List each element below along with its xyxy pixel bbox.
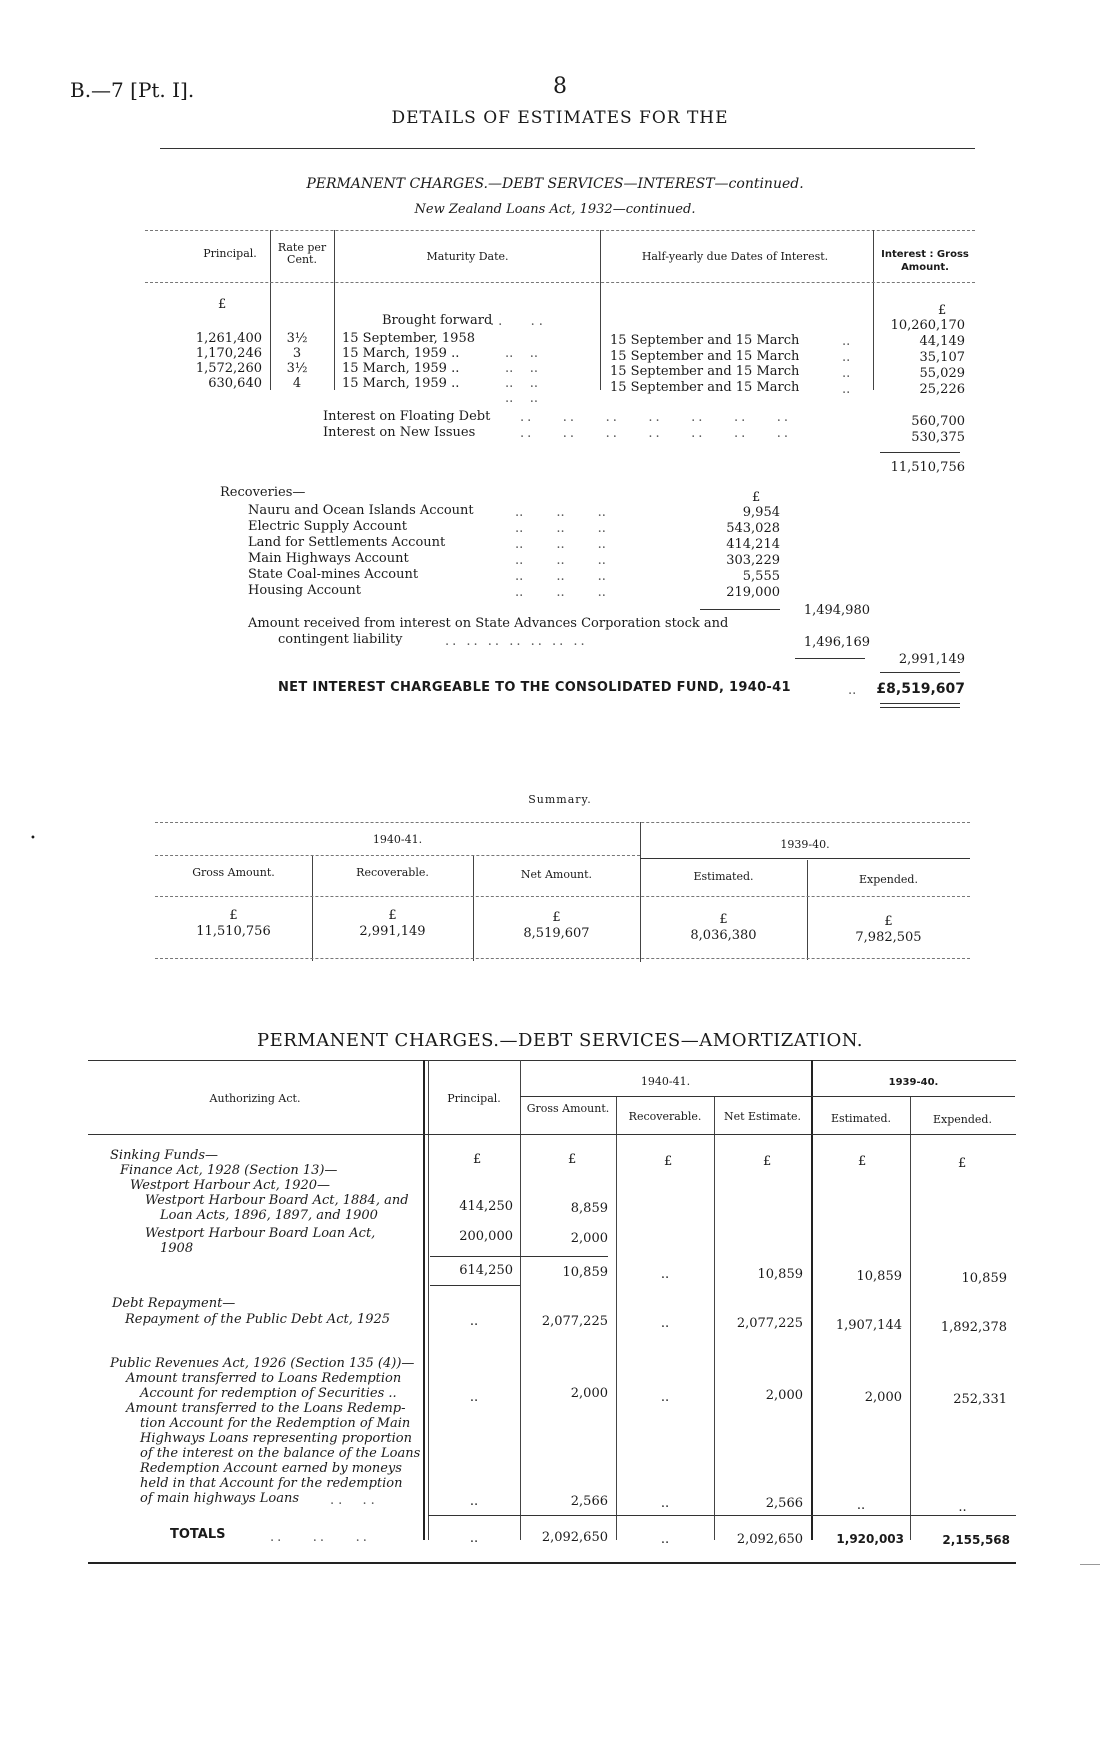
amort-col-year2: 1939-40. (888, 1077, 939, 1088)
summary-expended: £ 7,982,505 (855, 914, 922, 945)
net-interest-amount: £8,519,607 (876, 681, 965, 697)
new-issues-label: Interest on New Issues (323, 425, 476, 440)
summary-recoverable: £ 2,991,149 (359, 908, 426, 939)
list-item-amount: 219,000 (726, 585, 780, 600)
amort-col-act: Authorizing Act. (209, 1092, 301, 1105)
summary-year-2: 1939-40. (780, 838, 830, 851)
section-heading: PERMANENT CHARGES.—DEBT SERVICES—INTEREST—continued. (306, 176, 804, 192)
page-title: DETAILS OF ESTIMATES FOR THE (391, 108, 729, 128)
summary-col-expended: Expended. (859, 873, 918, 886)
amort-top-rule (88, 1060, 1016, 1061)
net-interest-label: NET INTEREST CHARGEABLE TO THE CONSOLIDATED FUND, 1940-41 (278, 680, 791, 695)
total-gross-interest: 11,510,756 (890, 460, 965, 475)
summary-estimated: £ 8,036,380 (690, 912, 757, 943)
recoveries-subtotal: 1,494,980 (803, 603, 870, 618)
act-heading: New Zealand Loans Act, 1932—continued. (414, 202, 696, 217)
state-advances-amount: 1,496,169 (803, 635, 870, 650)
list-item: Housing Account (248, 583, 361, 598)
page-number: 8 (553, 74, 567, 99)
amort-col-recoverable: Recoverable. (628, 1110, 702, 1123)
recoveries-total: 2,991,149 (898, 652, 965, 667)
new-issues-amount: 530,375 (911, 430, 965, 445)
list-item: Nauru and Ocean Islands Account (248, 503, 474, 518)
recoveries-heading: Recoveries— (220, 485, 306, 500)
list-item: Main Highways Account (248, 551, 409, 566)
list-item-amount: 303,229 (726, 553, 780, 568)
summary-title: Summary. (528, 793, 592, 806)
list-item: Electric Supply Account (248, 519, 407, 534)
summary-col-recoverable: Recoverable. (356, 866, 429, 879)
floating-debt-amount: 560,700 (911, 414, 965, 429)
currency-symbol: £ (752, 490, 761, 505)
summary-year-1: 1940-41. (372, 833, 423, 846)
margin-mark (1080, 1564, 1100, 1565)
summary-net: £ 8,519,607 (523, 910, 590, 941)
amort-col-expended: Expended. (933, 1113, 992, 1126)
state-advances-label-2: contingent liability (278, 632, 403, 647)
totals-label: TOTALS (170, 1527, 226, 1542)
currency-symbol: £ (938, 303, 947, 318)
list-item-amount: 5,555 (742, 569, 780, 584)
summary-top-rule (155, 822, 970, 823)
summary-col-net: Net Amount. (520, 868, 593, 881)
interest-table-header-rule (145, 282, 975, 283)
currency-symbol: £ (218, 297, 227, 312)
col-principal: Principal. (203, 247, 257, 260)
list-item-amount: 9,954 (742, 505, 780, 520)
summary-col-estimated: Estimated. (693, 870, 754, 883)
margin-mark: • (30, 833, 36, 844)
amort-col-principal: Principal. (447, 1092, 501, 1105)
amortization-title: PERMANENT CHARGES.—DEBT SERVICES—AMORTIZATION. (256, 1030, 864, 1051)
summary-col-gross: Gross Amount. (192, 866, 275, 879)
amort-bottom-rule (88, 1562, 1016, 1564)
amort-col-net: Net Estimate. (723, 1110, 802, 1123)
col-rate: Rate per Cent. (277, 241, 327, 266)
list-item: State Coal-mines Account (248, 567, 419, 582)
col-due-dates: Half-yearly due Dates of Interest. (641, 250, 829, 263)
summary-gross: £ 11,510,756 (196, 908, 271, 939)
list-item: Land for Settlements Account (248, 535, 446, 550)
title-rule (160, 148, 975, 149)
amort-col-gross: Gross Amount. (526, 1102, 610, 1115)
col-gross: Interest : Gross Amount. (881, 249, 969, 273)
floating-debt-label: Interest on Floating Debt (323, 409, 491, 424)
list-item-amount: 543,028 (726, 521, 780, 536)
list-item-amount: 414,214 (726, 537, 780, 552)
state-advances-label-1: Amount received from interest on State Advances Corporation stock and (248, 616, 729, 631)
page-ref: B.—7 [Pt. I]. (70, 78, 195, 102)
amort-col-year1: 1940-41. (640, 1075, 691, 1088)
amort-col-estimated: Estimated. (830, 1112, 892, 1125)
brought-forward-amount: 10,260,170 (890, 318, 965, 333)
brought-forward-label: Brought forward (382, 313, 493, 328)
col-maturity: Maturity Date. (426, 250, 509, 263)
